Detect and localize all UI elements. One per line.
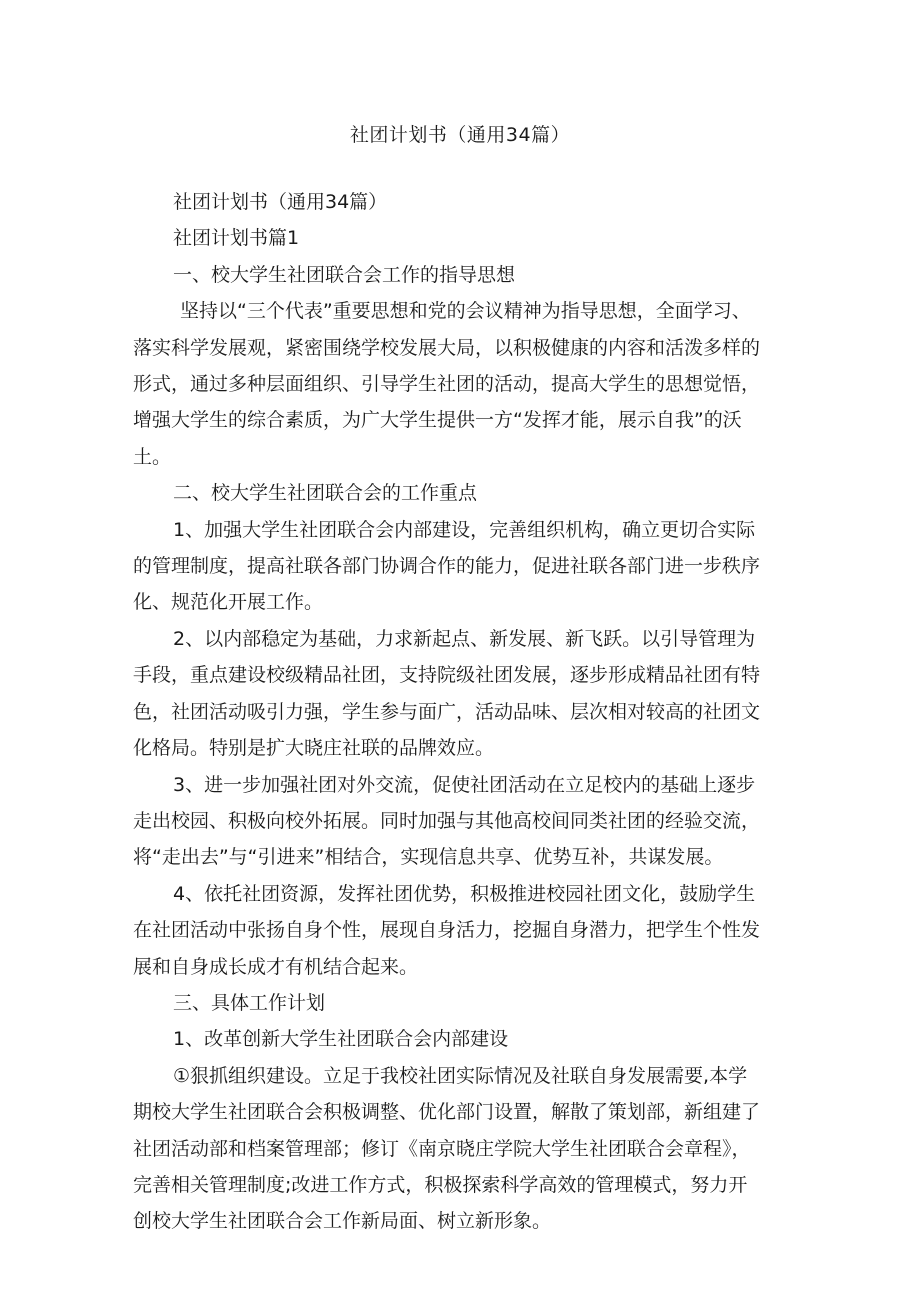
paragraph-line: 期校大学生社团联合会积极调整、优化部门设置，解散了策划部，新组建了 [133, 1101, 761, 1124]
paragraph-line: 2、以内部稳定为基础，力求新起点、新发展、新飞跃。以引导管理为 [173, 627, 756, 650]
paragraph-line: 化、规范化开展工作。 [133, 591, 324, 614]
part1-heading: 一、校大学生社团联合会工作的指导思想 [173, 263, 516, 286]
section-heading: 社团计划书篇1 [173, 227, 300, 250]
paragraph-line: 坚持以“三个代表”重要思想和党的会议精神为指导思想，全面学习、 [180, 300, 751, 323]
paragraph-line: 化格局。特别是扩大晓庄社联的品牌效应。 [133, 737, 495, 760]
part3-heading: 三、具体工作计划 [173, 991, 326, 1014]
paragraph-line: 1、加强大学生社团联合会内部建设，完善组织机构，确立更切合实际 [173, 518, 756, 541]
paragraph-line: 手段，重点建设校级精品社团，支持院级社团发展，逐步形成精品社团有特 [133, 664, 761, 687]
sub1-heading: 1、改革创新大学生社团联合会内部建设 [173, 1028, 509, 1051]
document-body [133, 184, 793, 1240]
paragraph-line: 形式，通过多种层面组织、引导学生社团的活动，提高大学生的思想觉悟， [133, 373, 761, 396]
paragraph-line: 落实科学发展观，紧密围绕学校发展大局，以积极健康的内容和活泼多样的 [133, 336, 761, 359]
part2-heading: 二、校大学生社团联合会的工作重点 [173, 482, 478, 505]
paragraph-line: 增强大学生的综合素质，为广大学生提供一方“发挥才能，展示自我”的沃 [133, 409, 742, 432]
paragraph-line: 3、进一步加强社团对外交流，促使社团活动在立足校内的基础上逐步 [173, 773, 756, 796]
paragraph-line: 将“走出去”与“引进来”相结合，实现信息共享、优势互补，共谋发展。 [133, 846, 724, 869]
paragraph-line: 4、依托社团资源，发挥社团优势，积极推进校园社团文化，鼓励学生 [173, 882, 756, 905]
paragraph-line: 社团活动部和档案管理部；修订《南京晓庄学院大学生社团联合会章程》， [133, 1137, 751, 1160]
paragraph-line: 在社团活动中张扬自身个性，展现自身活力，挖掘自身潜力，把学生个性发 [133, 919, 761, 942]
paragraph-line: 土。 [133, 445, 172, 468]
paragraph-line: 创校大学生社团联合会工作新局面、树立新形象。 [133, 1210, 552, 1233]
paragraph-line: 的管理制度，提高社联各部门协调合作的能力，促进社联各部门进一步秩序 [133, 555, 761, 578]
document-title: 社团计划书（通用34篇） [349, 124, 571, 146]
subtitle: 社团计划书（通用34篇） [173, 191, 388, 213]
paragraph-line: ①狠抓组织建设。立足于我校社团实际情况及社联自身发展需要,本学 [173, 1064, 748, 1087]
paragraph-line: 走出校园、积极向校外拓展。同时加强与其他高校间同类社团的经验交流， [133, 809, 761, 832]
paragraph-line: 色，社团活动吸引力强，学生参与面广，活动品味、层次相对较高的社团文 [133, 700, 761, 723]
paragraph-line: 完善相关管理制度;改进工作方式，积极探索科学高效的管理模式，努力开 [133, 1173, 748, 1196]
paragraph-line: 展和自身成长成才有机结合起来。 [133, 955, 419, 978]
